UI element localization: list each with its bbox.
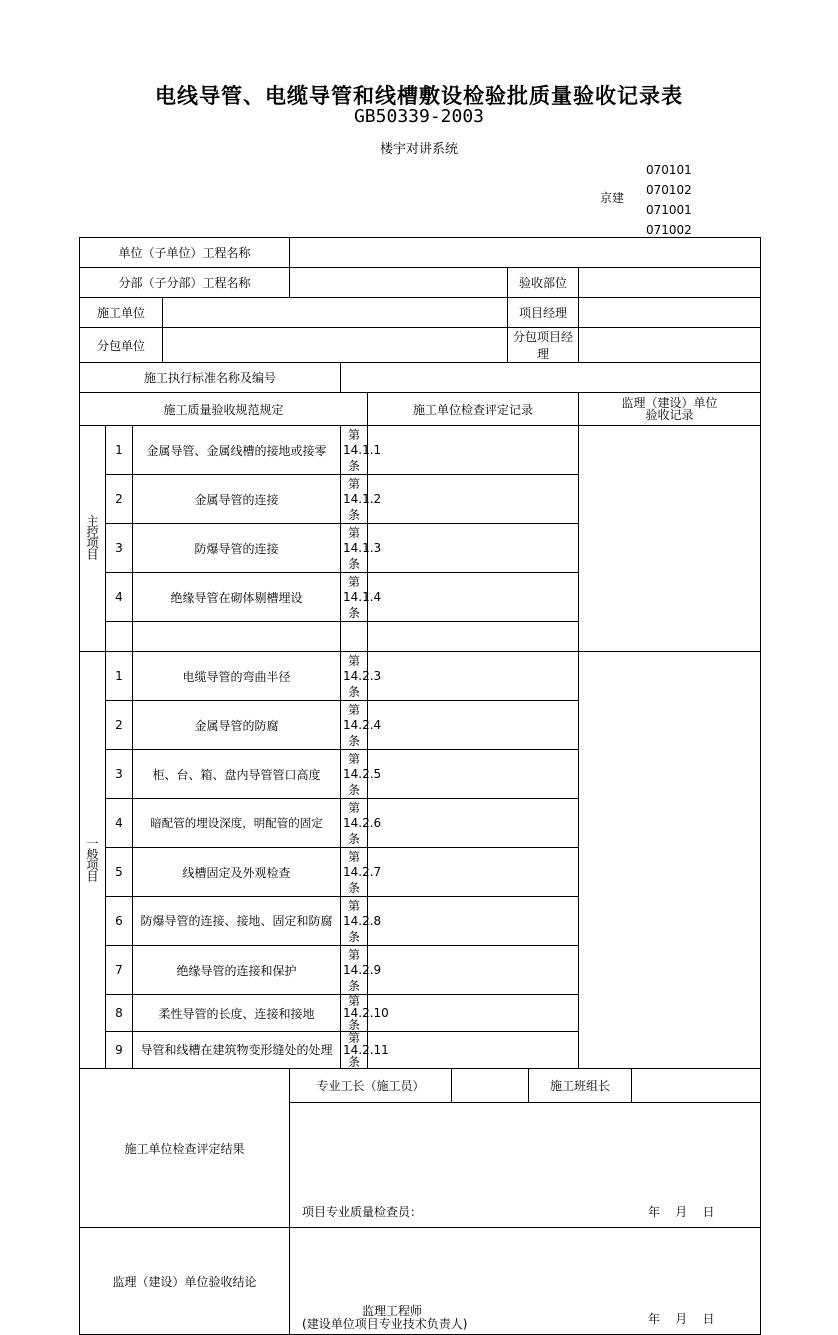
item-number: 1 <box>106 652 133 701</box>
contractor-record-cell[interactable] <box>368 946 579 995</box>
contractor-record-cell[interactable] <box>368 573 579 622</box>
item-name: 导管和线槽在建筑物变形缝处的处理 <box>133 1032 341 1069</box>
inspection-form <box>79 237 761 1335</box>
item-name: 绝缘导管在砌体剔槽埋设 <box>133 573 341 622</box>
accept-part-label: 验收部位 <box>508 268 579 298</box>
subcontractor-label: 分包单位 <box>80 328 163 363</box>
item-name: 金属导管的防腐 <box>133 701 341 750</box>
item-name: 暗配管的埋设深度，明配管的固定 <box>133 799 341 848</box>
item-number: 4 <box>106 799 133 848</box>
item-name: 线槽固定及外观检查 <box>133 848 341 897</box>
result-date: 年 月 日 <box>648 1205 715 1219</box>
subcontractor-value[interactable] <box>163 328 508 363</box>
item-number: 8 <box>106 995 133 1032</box>
contractor-record-cell[interactable] <box>368 652 579 701</box>
inspector-label: 项目专业质量检查员： <box>302 1205 423 1219</box>
item-name: 柜、台、箱、盘内导管管口高度 <box>133 750 341 799</box>
general-label: 一般项目 <box>85 836 99 881</box>
contractor-record-cell[interactable] <box>368 848 579 897</box>
item-name: 金属导管、金属线槽的接地或接零 <box>133 426 341 475</box>
result-body[interactable] <box>290 1103 761 1228</box>
item-number: 2 <box>106 701 133 750</box>
main-control-group <box>80 426 106 652</box>
jing-label: 京建 <box>600 191 625 205</box>
supervisor-record-cell[interactable] <box>579 426 761 652</box>
foreman-label: 专业工长（施工员） <box>290 1069 452 1103</box>
item-name: 金属导管的连接 <box>133 475 341 524</box>
contractor-value[interactable] <box>163 298 508 328</box>
team-leader-value[interactable] <box>632 1069 761 1103</box>
engineer-sub-label: (建设单位项目专业技术负责人) <box>302 1317 468 1331</box>
accept-part-value[interactable] <box>579 268 761 298</box>
conclusion-date: 年 月 日 <box>648 1312 715 1326</box>
standard-value[interactable] <box>341 363 761 393</box>
item-clause: 第14.1.3条 <box>341 524 368 573</box>
item-clause: 第14.2.4条 <box>341 701 368 750</box>
item-clause: 第14.2.9条 <box>341 946 368 995</box>
team-leader-label: 施工班组长 <box>529 1069 632 1103</box>
item-number: 3 <box>106 750 133 799</box>
item-name: 电缆导管的弯曲半径 <box>133 652 341 701</box>
result-label: 施工单位检查评定结果 <box>80 1069 290 1228</box>
unit-project-value[interactable] <box>290 238 761 268</box>
item-clause: 第14.2.3条 <box>341 652 368 701</box>
form-code: 070102 <box>646 183 692 197</box>
contractor-record-cell[interactable] <box>368 897 579 946</box>
contractor-label: 施工单位 <box>80 298 163 328</box>
item-number: 5 <box>106 848 133 897</box>
standard-label: 施工执行标准名称及编号 <box>80 363 341 393</box>
general-group <box>80 652 106 1069</box>
item-number: 6 <box>106 897 133 946</box>
contractor-record-cell[interactable] <box>368 1032 579 1069</box>
item-clause: 第14.2.6条 <box>341 799 368 848</box>
item-number: 9 <box>106 1032 133 1069</box>
foreman-value[interactable] <box>452 1069 529 1103</box>
item-name <box>133 622 341 652</box>
item-clause: 第14.2.7条 <box>341 848 368 897</box>
standard-number: GB50339-2003 <box>353 106 485 127</box>
item-clause: 第14.1.1条 <box>341 426 368 475</box>
supervisor-record-cell[interactable] <box>579 652 761 1069</box>
sub-project-value[interactable] <box>290 268 508 298</box>
item-name: 绝缘导管的连接和保护 <box>133 946 341 995</box>
contractor-record-cell[interactable] <box>368 799 579 848</box>
item-clause: 第14.2.10条 <box>341 995 368 1032</box>
item-number: 2 <box>106 475 133 524</box>
item-number: 4 <box>106 573 133 622</box>
conclusion-label: 监理（建设）单位验收结论 <box>80 1228 290 1335</box>
item-clause <box>341 622 368 652</box>
contractor-record-cell[interactable] <box>368 622 579 652</box>
spec-column-header: 施工质量验收规范规定 <box>80 393 368 426</box>
item-name: 防爆导管的连接、接地、固定和防腐 <box>133 897 341 946</box>
sub-project-label: 分部（子分部）工程名称 <box>80 268 290 298</box>
item-clause: 第14.2.8条 <box>341 897 368 946</box>
item-number: 3 <box>106 524 133 573</box>
item-name: 防爆导管的连接 <box>133 524 341 573</box>
supervisor-record-header <box>579 393 761 426</box>
form-code: 070101 <box>646 163 692 177</box>
pm-label: 项目经理 <box>508 298 579 328</box>
item-clause: 第14.1.2条 <box>341 475 368 524</box>
conclusion-body[interactable] <box>290 1228 761 1335</box>
form-code: 071001 <box>646 203 692 217</box>
contractor-record-cell[interactable] <box>368 995 579 1032</box>
contractor-record-cell[interactable] <box>368 750 579 799</box>
pm-value[interactable] <box>579 298 761 328</box>
contractor-record-header: 施工单位检查评定记录 <box>368 393 579 426</box>
contractor-record-cell[interactable] <box>368 475 579 524</box>
form-code: 071002 <box>646 223 692 237</box>
engineer-label: 监理工程师 <box>362 1304 423 1318</box>
sub-pm-label: 分包项目经理 <box>508 328 579 363</box>
contractor-record-cell[interactable] <box>368 524 579 573</box>
supervisor-header-line1: 监理（建设）单位 <box>621 396 718 410</box>
unit-project-label: 单位（子单位）工程名称 <box>80 238 290 268</box>
contractor-record-cell[interactable] <box>368 426 579 475</box>
item-number: 1 <box>106 426 133 475</box>
item-name: 柔性导管的长度、连接和接地 <box>133 995 341 1032</box>
item-clause: 第14.2.5条 <box>341 750 368 799</box>
main-control-label: 主控项目 <box>85 515 99 559</box>
supervisor-header-line2: 验收记录 <box>645 408 694 422</box>
item-number <box>106 622 133 652</box>
item-clause: 第14.1.4条 <box>341 573 368 622</box>
form-subtitle: 楼宇对讲系统 <box>379 142 458 157</box>
contractor-record-cell[interactable] <box>368 701 579 750</box>
sub-pm-value[interactable] <box>579 328 761 363</box>
form-title: 电线导管、电缆导管和线槽敷设检验批质量验收记录表 <box>155 84 683 108</box>
item-number: 7 <box>106 946 133 995</box>
item-clause: 第14.2.11条 <box>341 1032 368 1069</box>
